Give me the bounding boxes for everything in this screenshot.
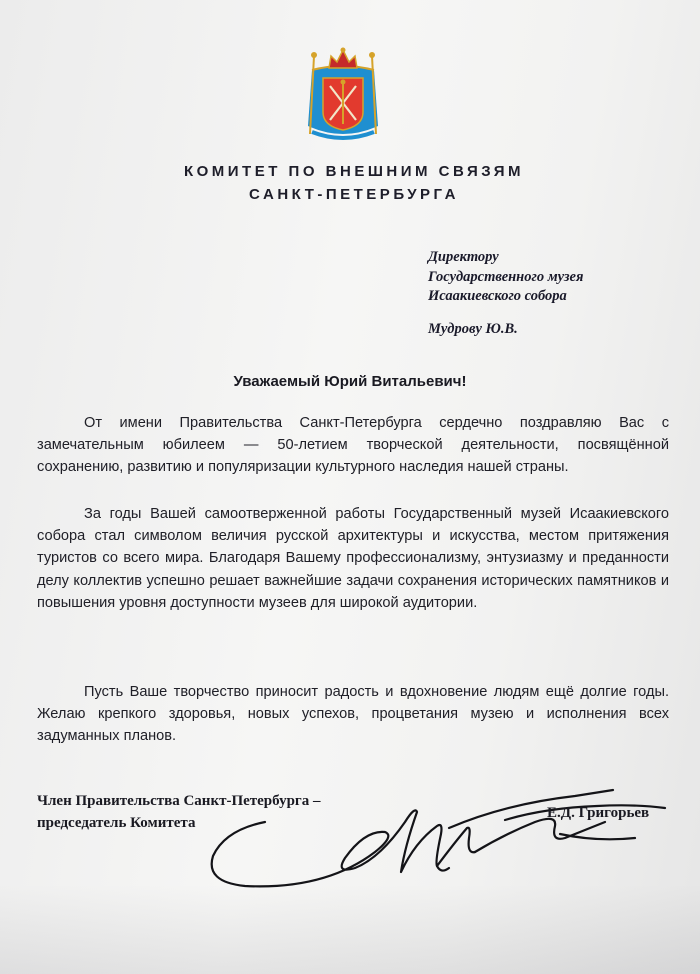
- signer-name: Е.Д. Григорьев: [547, 805, 650, 821]
- body-paragraph: От имени Правительства Санкт-Петербурга сердечно поздравляю Вас с замечательным юбилеем — 50-летием творческой деятельности, посвящённой сохранению, развитию и популяризации культурного наследия нашей страны.: [37, 415, 669, 476]
- handwritten-signature-icon: [205, 782, 675, 894]
- body-paragraph: Пусть Ваше творчество приносит радость и вдохновение людям ещё долгие годы. Желаю крепкого здоровья, новых успехов, процветания музею и исполнения всех задуманных планов.: [37, 684, 669, 745]
- body-paragraph: За годы Вашей самоотверженной работы Государственный музей Исаакиевского собора стал символом величия русской архитектуры и искусства, местом притяжения туристов со всего мира. Благодаря Вашему профессионализму, энтузиазму и преданности делу коллектив успешно решает важнейшие задачи сохранения исторических памятников и повышения уровня доступности музеев для широкой аудитории.: [37, 506, 669, 611]
- position-line: председатель Комитета: [37, 815, 196, 831]
- greeting: Уважаемый Юрий Витальевич!: [233, 373, 467, 390]
- addressee-name: Мудрову Ю.В.: [428, 321, 518, 337]
- addressee-line: Директору: [428, 249, 499, 265]
- coat-of-arms-icon: [302, 46, 384, 146]
- addressee-line: Государственного музея: [428, 268, 584, 285]
- position-line: Член Правительства Санкт-Петербурга –: [37, 793, 321, 809]
- committee-title-line1: КОМИТЕТ ПО ВНЕШНИМ СВЯЗЯМ: [183, 163, 525, 180]
- paper-shadow: [0, 884, 700, 974]
- committee-title-line2: САНКТ-ПЕТЕРБУРГА: [249, 186, 459, 203]
- addressee-block: [428, 248, 583, 307]
- addressee-line: Исаакиевского собора: [428, 288, 567, 304]
